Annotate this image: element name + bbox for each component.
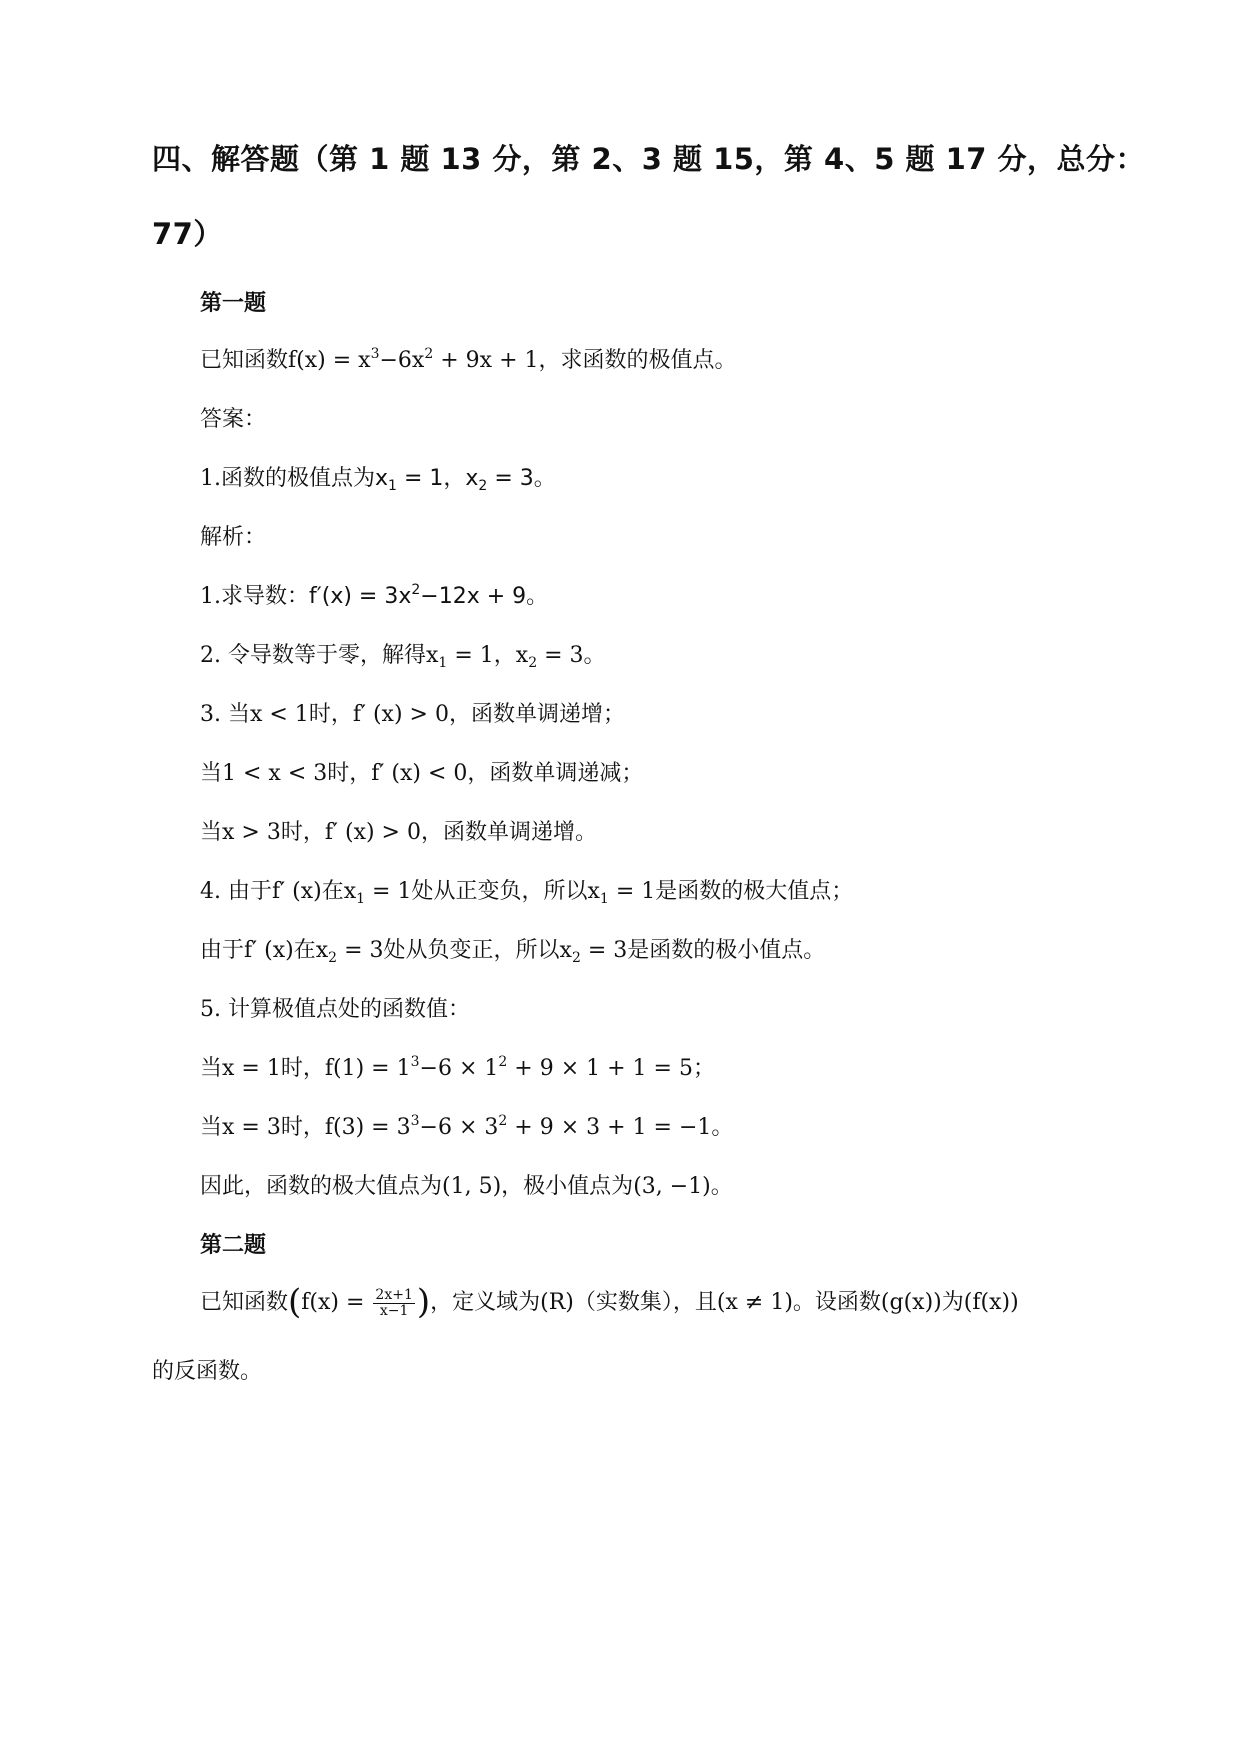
answer-line: 1.函数的极值点为$x_1 = 1$，$x_2 = 3$。 (200, 466, 556, 494)
step-2: 2. 令导数等于零，解得$x_1 = 1$，$x_2 = 3$。 (200, 643, 606, 671)
fraction: $\frac{2x+1}{x-1}$ (375, 1286, 413, 1319)
analysis-label: 解析： (200, 525, 267, 550)
step-5b: 当x = 3时，$f(3) = 3^3-6 \times 3^2 + 9 \times 3 + 1 = -1$。 (200, 1113, 734, 1140)
section-title-continued: 77） (152, 217, 223, 251)
question-1-stem: 已知函数$f(x) = x^3-6x^2 + 9x + 1$，求函数的极值点。 (200, 346, 737, 373)
question-1-heading: 第一题 (200, 291, 267, 316)
step-4b: 由于f′ (x)在$x_2 = 3$处从负变正，所以$x_2 = 3$是函数的极小值点。 (200, 938, 826, 966)
conclusion: 因此，函数的极大值点为(1, 5)，极小值点为(3, −1)。 (200, 1174, 733, 1199)
step-3a: 3. 当x < 1时，f′ (x) > 0，函数单调递增； (200, 702, 625, 727)
step-3b: 当1 < x < 3时，f′ (x) < 0，函数单调递减； (200, 761, 644, 786)
question-2-stem: 已知函数(f(x) = $\frac{2x+1}{x-1}$ )，定义域为(R)（实数集），且(x ≠ 1)。设函数(g(x))为(f(x)) (200, 1282, 1019, 1322)
step-1: 1.求导数：$f'(x) = 3x^2-12x + 9$。 (200, 582, 549, 609)
step-3c: 当x > 3时，f′ (x) > 0，函数单调递增。 (200, 820, 597, 845)
question-2-stem-continued: 的反函数。 (152, 1359, 263, 1384)
step-4a: 4. 由于f′ (x)在$x_1 = 1$处从正变负，所以$x_1 = 1$是函数的极大值点； (200, 879, 854, 907)
step-5a: 当x = 1时，$f(1) = 1^3-6 \times 1^2 + 9 \times 1 + 1 = 5$； (200, 1054, 715, 1081)
answer-label: 答案： (200, 407, 267, 432)
step-5-label: 5. 计算极值点处的函数值： (200, 997, 470, 1022)
section-title: 四、解答题（第 1 题 13 分，第 2、3 题 15，第 4、5 题 17 分，总分： (152, 142, 1146, 176)
question-2-heading: 第二题 (200, 1233, 267, 1258)
